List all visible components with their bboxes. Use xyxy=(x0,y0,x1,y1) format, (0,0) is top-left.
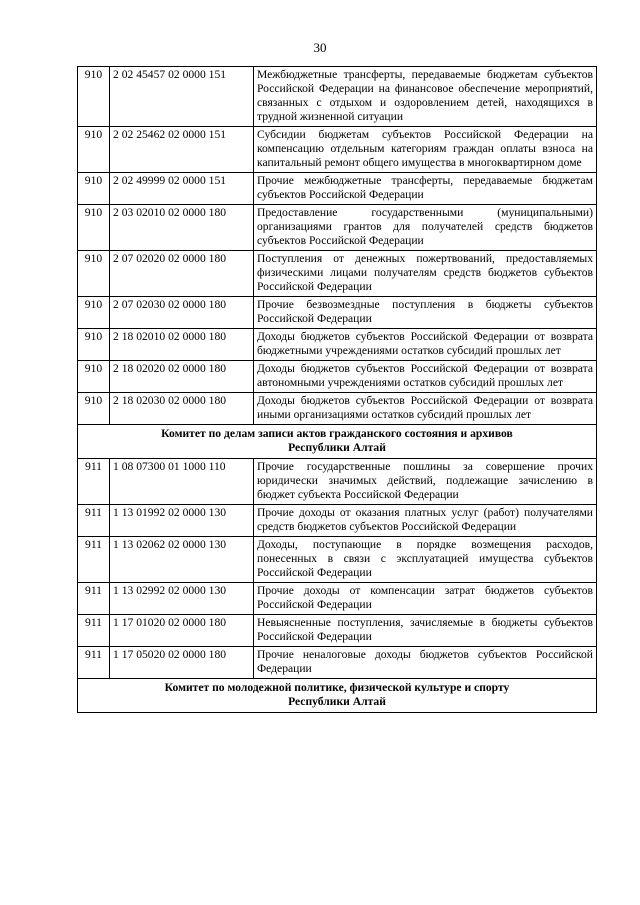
kbk-code-cell: 2 02 45457 02 0000 151 xyxy=(110,67,254,127)
description-cell: Невыясненные поступления, зачисляемые в бюджеты субъектов Российской Федерации xyxy=(254,615,597,647)
page-number: 30 xyxy=(313,40,327,55)
revenue-codes-table xyxy=(77,66,597,713)
table-row xyxy=(78,361,597,393)
admin-code-cell: 911 xyxy=(78,583,110,615)
kbk-code-cell: 1 13 01992 02 0000 130 xyxy=(110,505,254,537)
table-row xyxy=(78,205,597,251)
section-header-row xyxy=(78,425,597,459)
description-cell: Доходы бюджетов субъектов Российской Федерации от возврата автономными учреждениями остатков субсидий прошлых лет xyxy=(254,361,597,393)
admin-code-cell: 910 xyxy=(78,205,110,251)
section-header-cell xyxy=(78,425,597,459)
table-row xyxy=(78,127,597,173)
description-cell: Доходы, поступающие в порядке возмещения расходов, понесенных в связи с эксплуатацией имущества субъектов Российской Федерации xyxy=(254,537,597,583)
admin-code-cell: 910 xyxy=(78,173,110,205)
table-row xyxy=(78,459,597,505)
description-cell: Поступления от денежных пожертвований, предоставляемых физическими лицами получателям средств бюджетов субъектов Российской Федерации xyxy=(254,251,597,297)
table-row xyxy=(78,393,597,425)
admin-code-cell: 910 xyxy=(78,127,110,173)
description-cell: Прочие государственные пошлины за совершение прочих юридически значимых действий, подлежащие зачислению в бюджет субъекта Российской Федерации xyxy=(254,459,597,505)
admin-code-cell: 911 xyxy=(78,537,110,583)
admin-code-cell: 911 xyxy=(78,505,110,537)
kbk-code-cell: 2 18 02030 02 0000 180 xyxy=(110,393,254,425)
table-row xyxy=(78,67,597,127)
section-title-line-2: Республики Алтай xyxy=(288,695,386,708)
description-cell: Межбюджетные трансферты, передаваемые бюджетам субъектов Российской Федерации на финансовое обеспечение мероприятий, связанных с отдыхом и оздоровлением детей, находящихся в трудной жизненной ситуации xyxy=(254,67,597,127)
section-header-cell xyxy=(78,679,597,713)
kbk-code-cell: 2 02 25462 02 0000 151 xyxy=(110,127,254,173)
description-cell: Предоставление государственными (муниципальными) организациями грантов для получателей средств бюджетов субъектов Российской Федерации xyxy=(254,205,597,251)
description-cell: Субсидии бюджетам субъектов Российской Федерации на компенсацию отдельным категориям граждан оплаты взноса на капитальный ремонт общего имущества в многоквартирном доме xyxy=(254,127,597,173)
kbk-code-cell: 1 17 01020 02 0000 180 xyxy=(110,615,254,647)
kbk-code-cell: 2 07 02030 02 0000 180 xyxy=(110,297,254,329)
kbk-code-cell: 1 08 07300 01 1000 110 xyxy=(110,459,254,505)
admin-code-cell: 911 xyxy=(78,459,110,505)
admin-code-cell: 910 xyxy=(78,329,110,361)
table-row xyxy=(78,615,597,647)
kbk-code-cell: 1 13 02062 02 0000 130 xyxy=(110,537,254,583)
table-row xyxy=(78,505,597,537)
admin-code-cell: 911 xyxy=(78,647,110,679)
kbk-code-cell: 1 13 02992 02 0000 130 xyxy=(110,583,254,615)
table-row xyxy=(78,251,597,297)
description-cell: Доходы бюджетов субъектов Российской Федерации от возврата бюджетными учреждениями остатков субсидий прошлых лет xyxy=(254,329,597,361)
kbk-code-cell: 2 02 49999 02 0000 151 xyxy=(110,173,254,205)
kbk-code-cell: 1 17 05020 02 0000 180 xyxy=(110,647,254,679)
table-row xyxy=(78,329,597,361)
table-body xyxy=(78,67,597,713)
table-row xyxy=(78,583,597,615)
description-cell: Прочие доходы от компенсации затрат бюджетов субъектов Российской Федерации xyxy=(254,583,597,615)
table-row xyxy=(78,647,597,679)
description-cell: Прочие доходы от оказания платных услуг (работ) получателями средств бюджетов субъектов Российской Федерации xyxy=(254,505,597,537)
admin-code-cell: 910 xyxy=(78,297,110,329)
admin-code-cell: 910 xyxy=(78,393,110,425)
kbk-code-cell: 2 03 02010 02 0000 180 xyxy=(110,205,254,251)
table-row xyxy=(78,173,597,205)
description-cell: Прочие безвозмездные поступления в бюджеты субъектов Российской Федерации xyxy=(254,297,597,329)
admin-code-cell: 911 xyxy=(78,615,110,647)
description-cell: Прочие межбюджетные трансферты, передаваемые бюджетам субъектов Российской Федерации xyxy=(254,173,597,205)
kbk-code-cell: 2 18 02020 02 0000 180 xyxy=(110,361,254,393)
kbk-code-cell: 2 07 02020 02 0000 180 xyxy=(110,251,254,297)
section-title-line-1: Комитет по делам записи актов гражданского состояния и архивов xyxy=(161,427,513,440)
section-title-line-1: Комитет по молодежной политике, физической культуре и спорту xyxy=(164,681,510,694)
table-row xyxy=(78,537,597,583)
admin-code-cell: 910 xyxy=(78,67,110,127)
description-cell: Прочие неналоговые доходы бюджетов субъектов Российской Федерации xyxy=(254,647,597,679)
admin-code-cell: 910 xyxy=(78,361,110,393)
table-row xyxy=(78,297,597,329)
kbk-code-cell: 2 18 02010 02 0000 180 xyxy=(110,329,254,361)
section-header-row xyxy=(78,679,597,713)
admin-code-cell: 910 xyxy=(78,251,110,297)
section-title-line-2: Республики Алтай xyxy=(288,441,386,454)
description-cell: Доходы бюджетов субъектов Российской Федерации от возврата иными организациями остатков субсидий прошлых лет xyxy=(254,393,597,425)
